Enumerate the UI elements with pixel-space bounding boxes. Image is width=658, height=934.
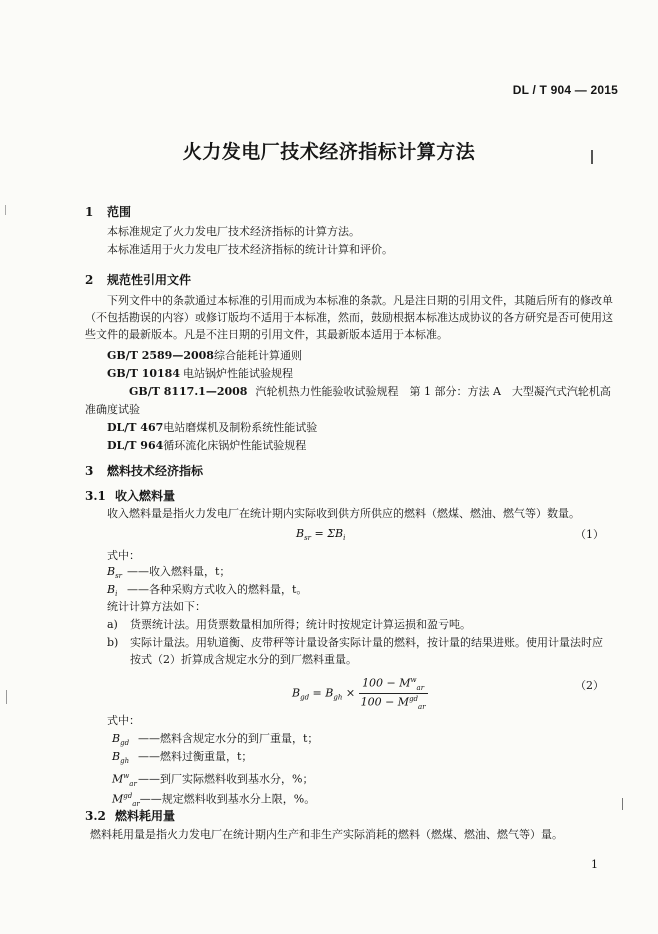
ref-name: 电站磨煤机及制粉系统性能试验 <box>163 421 318 434</box>
document-title: 火力发电厂技术经济指标计算方法 <box>182 141 476 163</box>
scan-speck <box>5 205 6 215</box>
equation-number: （1） <box>575 528 604 541</box>
section-1-heading <box>85 203 131 220</box>
constant: 100 <box>362 676 384 690</box>
section-2-heading <box>85 271 191 288</box>
variable-text: ——到厂实际燃料收到基水分，%； <box>138 772 314 786</box>
variable-definition <box>112 748 252 770</box>
section-title: 燃料技术经济指标 <box>107 464 204 478</box>
definition: 收入燃料量是指火力发电厂在统计期内实际收到供方所供应的燃料（燃煤、燃油、燃气等）数量。 <box>107 507 580 520</box>
reference-item <box>85 383 613 419</box>
where-label: 式中： <box>107 549 140 562</box>
ref-code: GB/T 10184 <box>107 367 180 380</box>
where-label: 式中： <box>107 714 140 727</box>
ref-name: 电站锅炉性能试验规程 <box>183 367 293 380</box>
constant: 100 <box>360 695 382 709</box>
equation-2: $B_{gd} = B_{gh}$ × $\frac{100 - M^w_{ar}}{100 - M^{gd}_{ar}}$ <box>292 676 426 711</box>
subsection-3-1-heading <box>85 487 175 504</box>
paragraph: 下列文件中的条款通过本标准的引用而成为本标准的条款。凡是注日期的引用文件，其随后所有的修改单（不包括勘误的内容）或修订版均不适用于本标准，然而，鼓励根据本标准达成协议的各方研究是否可使用这些文件的最新版本。凡是不注日期的引用文件，其最新版本适用于本标准。 <box>85 294 613 341</box>
variable-text: ——规定燃料收到基水分上限，%。 <box>139 792 316 806</box>
list-item-label: a) <box>107 618 118 631</box>
subsection-number: 3.2 <box>85 809 106 823</box>
equation-1: $B_{sr} = \Sigma B_i$ <box>296 527 346 543</box>
scan-speck <box>6 690 7 704</box>
variable-symbol: $M^{gd}_{ar}$ <box>112 792 140 808</box>
subsection-title: 燃料耗用量 <box>115 809 176 823</box>
ref-name: 汽轮机热力性能验收试验规程 第 1 部分：方法 A 大型凝汽式汽轮机高准确度试验 <box>85 385 611 416</box>
ref-name: 综合能耗计算通则 <box>213 349 302 362</box>
equation-number: （2） <box>575 679 604 692</box>
variable-text: ——各种采购方式收入的燃料量，t。 <box>127 583 308 596</box>
subsection-number: 3.1 <box>85 489 106 503</box>
paragraph: 本标准规定了火力发电厂技术经济指标的计算方法。 <box>107 225 360 238</box>
reference-item <box>107 437 306 453</box>
section-title: 规范性引用文件 <box>107 273 192 287</box>
subsection-3-2-heading <box>85 807 175 824</box>
definition: 燃料耗用量是指火力发电厂在统计期内生产和非生产实际消耗的燃料（燃煤、燃油、燃气等）量。 <box>90 828 563 841</box>
list-item-label: b) <box>107 636 119 649</box>
reference-item <box>107 419 317 435</box>
subsection-title: 收入燃料量 <box>115 489 176 503</box>
standard-code: DL / T 904 — 2015 <box>512 83 618 97</box>
section-title: 范围 <box>107 205 132 219</box>
variable-text: ——收入燃料量，t； <box>127 565 231 578</box>
scan-speck <box>622 798 623 810</box>
ref-code: DL/T 467 <box>107 421 164 434</box>
variable-symbol: $B_{gd}$ <box>112 732 130 748</box>
list-item-text: 实际计量法。用轨道衡、皮带秤等计量设备实际计量的燃料，按计量的结果进账。使用计量法时应按式（2）折算成含规定水分的到厂燃料重量。 <box>130 636 603 666</box>
variable-symbol: $B_{gh}$ <box>112 750 130 766</box>
variable-symbol: $B_i$ <box>107 583 118 599</box>
paragraph: 本标准适用于火力发电厂技术经济指标的统计计算和评价。 <box>107 243 393 256</box>
ref-code: DL/T 964 <box>107 439 164 452</box>
variable-symbol: $B_{sr}$ <box>107 565 123 581</box>
variable-text: ——燃料过衡重量，t； <box>138 750 253 763</box>
ref-code: GB/T 2589—2008 <box>107 349 214 362</box>
ref-code: GB/T 8117.1—2008 <box>129 385 248 398</box>
paragraph: 统计计算方法如下： <box>107 600 206 613</box>
scan-mark <box>591 150 593 164</box>
list-item-text: 货票统计法。用货票数量相加所得；统计时按规定计算运损和盈亏吨。 <box>130 618 471 631</box>
ref-name: 循环流化床锅炉性能试验规程 <box>163 439 307 452</box>
section-number: 1 <box>85 205 94 219</box>
section-number: 3 <box>85 464 94 478</box>
variable-text: ——燃料含规定水分的到厂重量，t； <box>138 732 319 745</box>
section-number: 2 <box>85 273 94 287</box>
reference-item <box>107 365 293 381</box>
page-number: 1 <box>591 858 598 871</box>
fraction: $\frac{100 - M^w_{ar}}{100 - M^{gd}_{ar}}$ <box>360 676 426 711</box>
section-3-heading <box>85 462 203 479</box>
variable-symbol: $M^w_{ar}$ <box>112 772 137 788</box>
reference-item <box>107 347 302 363</box>
